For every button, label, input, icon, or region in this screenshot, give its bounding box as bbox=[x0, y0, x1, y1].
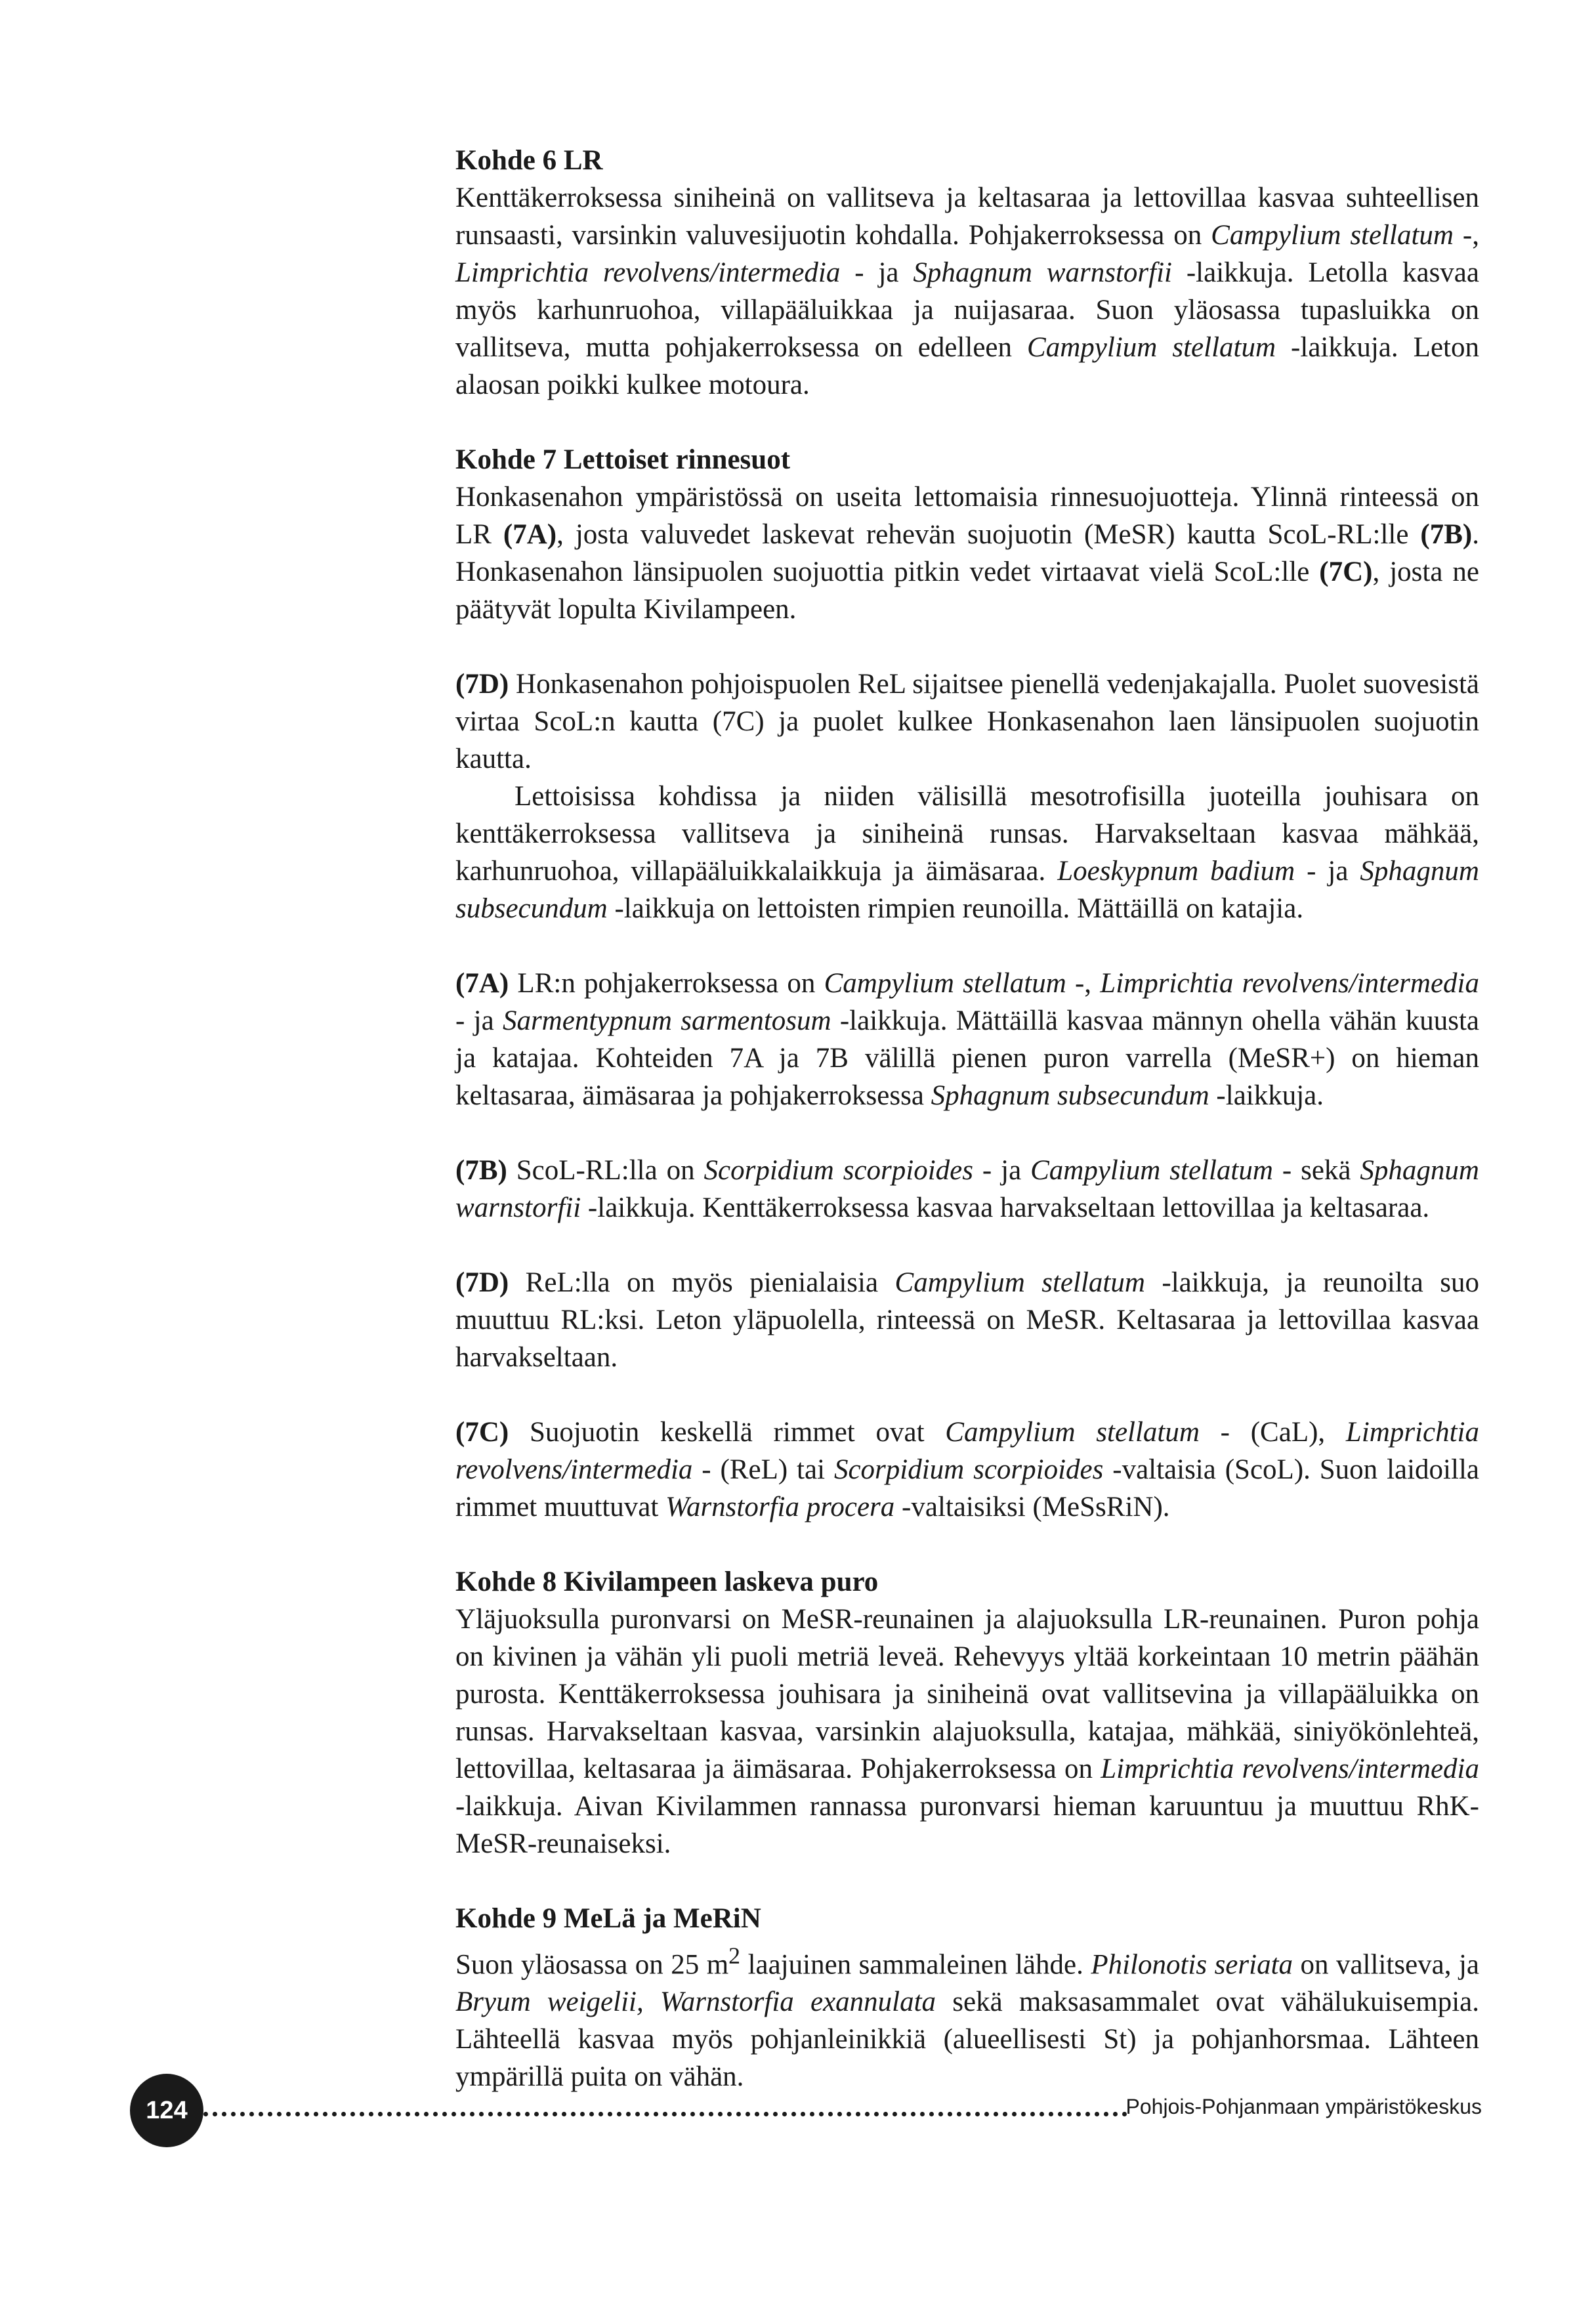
page-footer bbox=[130, 2074, 1482, 2152]
paragraph bbox=[455, 1414, 1479, 1526]
section-7d-intro bbox=[455, 665, 1479, 927]
paragraph bbox=[455, 1152, 1479, 1227]
text-run: -, bbox=[1453, 220, 1479, 251]
text-run: , josta ne päätyvät lopulta Kivilampeen. bbox=[455, 556, 1479, 625]
paragraph bbox=[455, 179, 1479, 404]
paragraph bbox=[455, 1937, 1479, 2095]
paragraph bbox=[455, 778, 1479, 927]
text-run: . Honkasenahon länsipuolen suojuottia pitkin vedet virtaavat vielä ScoL:lle bbox=[455, 519, 1479, 587]
text-run: Honkasenahon ympäristössä on useita lettomaisia rinnesuojuotteja. Ylinnä rinteessä on LR bbox=[455, 482, 1479, 550]
text-run: - (CaL), bbox=[1199, 1417, 1346, 1448]
species-name: Scorpidium scorpioides bbox=[704, 1155, 973, 1186]
species-name: Scorpidium scorpioides bbox=[833, 1454, 1104, 1485]
species-name: Campylium stellatum bbox=[824, 968, 1066, 999]
text-run: -laikkuja. bbox=[1209, 1080, 1324, 1111]
text-run: LR:n pohjakerroksessa on bbox=[509, 968, 824, 999]
text-run: -laikkuja. Letolla kasvaa myös karhunruohoa, villapääluikkaa ja nuijasaraa. Suon yläosassa tupasluikka on vallitseva, mutta pohjakerroksessa on edelleen bbox=[455, 257, 1479, 363]
species-name: Sphagnum warnstorfii bbox=[913, 257, 1172, 288]
species-name: Campylium stellatum bbox=[894, 1267, 1145, 1298]
text-run: -laikkuja. Aivan Kivilammen rannassa puronvarsi hieman karuuntuu ja muuttuu RhK-MeSR-reunaiseksi. bbox=[455, 1791, 1479, 1859]
text-run: , josta valuvedet laskevat rehevän suojuotin (MeSR) kautta ScoL-RL:lle bbox=[556, 519, 1421, 550]
section-kohde-8 bbox=[455, 1563, 1479, 1862]
text-run: sekä maksasammalet ovat vähälukuisempia. Lähteellä kasvaa myös pohjanleinikkiä (alueellisesti St) ja pohjanhorsmaa. Lähteen ympärillä puita on vähän. bbox=[455, 1986, 1479, 2093]
species-name: Limprichtia revolvens/intermedia bbox=[1100, 968, 1479, 999]
text-run: - sekä bbox=[1272, 1155, 1360, 1186]
text-run: on vallitseva, ja bbox=[1293, 1949, 1480, 1981]
species-name: Sphagnum subsecundum bbox=[455, 856, 1479, 924]
text-run: - ja bbox=[840, 257, 914, 288]
paragraph bbox=[455, 1264, 1479, 1376]
text-run: -laikkuja. Kenttäkerroksessa kasvaa harvakseltaan lettovillaa ja keltasaraa. bbox=[581, 1192, 1430, 1223]
dotted-leader bbox=[203, 2112, 1127, 2116]
text-run: Yläjuoksulla puronvarsi on MeSR-reunainen ja alajuoksulla LR-reunainen. Puron pohja on kivinen ja vähän yli puoli metriä leveä. Rehevyys yltää korkeintaan 10 metrin päähän purosta. Kenttäkerroksessa jouhisara ja siniheinä ovat vallitsevina ja villapääluikka on runsas. Harvakseltaan kasvaa, varsinkin alajuoksulla, katajaa, mähkää, siniyökönlehteä, lettovillaa, keltasaraa ja äimäsaraa. Pohjakerroksessa on bbox=[455, 1604, 1479, 1784]
text-run: Lettoisissa kohdissa ja niiden välisillä mesotrofisilla juoteilla jouhisara on kenttäkerroksessa vallitseva ja siniheinä runsas. Harvakseltaan kasvaa mähkää, karhunruohoa, villapääluikkalaikkuja ja äimäsaraa. bbox=[455, 781, 1479, 887]
text-run: - ja bbox=[1295, 856, 1360, 887]
text-run: ReL:lla on myös pienialaisia bbox=[509, 1267, 895, 1298]
text-run: Kenttäkerroksessa siniheinä on vallitseva ja keltasaraa ja lettovillaa kasvaa suhteellisen runsaasti, varsinkin valuvesijuotin kohdalla. Pohjakerroksessa on bbox=[455, 182, 1479, 251]
species-name: Sarmentypnum sarmentosum bbox=[502, 1005, 831, 1036]
species-name: Sphagnum subsecundum bbox=[931, 1080, 1209, 1111]
section-kohde-9 bbox=[455, 1900, 1479, 2095]
section-heading: Kohde 7 Lettoiset rinnesuot bbox=[455, 444, 791, 475]
section-7b bbox=[455, 1152, 1479, 1227]
species-name: Campylium stellatum bbox=[945, 1417, 1200, 1448]
species-name: Campylium stellatum bbox=[1027, 332, 1276, 363]
page-number-badge bbox=[130, 2074, 203, 2147]
species-name: Limprichtia revolvens/intermedia bbox=[455, 1417, 1479, 1485]
site-label: (7D) bbox=[455, 1267, 509, 1298]
paragraph bbox=[455, 1601, 1479, 1862]
text-run: -laikkuja, ja reunoilta suo muuttuu RL:ksi. Leton yläpuolella, rinteessä on MeSR. Keltasaraa ja lettovillaa kasvaa harvakseltaan. bbox=[455, 1267, 1479, 1373]
paragraph bbox=[455, 665, 1479, 778]
site-label: (7A) bbox=[503, 519, 557, 550]
text-run: -, bbox=[1066, 968, 1101, 999]
paragraph bbox=[455, 965, 1479, 1114]
text-run: laajuinen sammaleinen lähde. bbox=[740, 1949, 1091, 1981]
article-body bbox=[455, 142, 1479, 2133]
site-label: (7C) bbox=[1319, 556, 1373, 587]
section-kohde-7 bbox=[455, 441, 1479, 628]
text-run: Suon yläosassa on 25 m bbox=[455, 1949, 729, 1981]
text-run: ScoL-RL:lla on bbox=[507, 1155, 704, 1186]
text-run: - ja bbox=[973, 1155, 1031, 1186]
text-run: Honkasenahon pohjoispuolen ReL sijaitsee pienellä vedenjakajalla. Puolet suovesistä virtaa ScoL:n kautta (7C) ja puolet kulkee Honkasenahon laen länsipuolen suojuotin kautta. bbox=[455, 669, 1479, 774]
section-heading: Kohde 9 MeLä ja MeRiN bbox=[455, 1903, 761, 1934]
species-name: Loeskypnum badium bbox=[1057, 856, 1295, 887]
species-name: Limprichtia revolvens/intermedia bbox=[455, 257, 841, 288]
text-run: -laikkuja. Mättäillä kasvaa männyn ohella vähän kuusta ja katajaa. Kohteiden 7A ja 7B välillä pienen puron varrella (MeSR+) on hieman keltasaraa, äimäsaraa ja pohjakerroksessa bbox=[455, 1005, 1479, 1111]
site-label: (7D) bbox=[455, 669, 509, 700]
text-run: -laikkuja. Leton alaosan poikki kulkee motoura. bbox=[455, 332, 1479, 400]
site-label: (7A) bbox=[455, 968, 509, 999]
text-run: -valtaisia (ScoL). Suon laidoilla rimmet muuttuvat bbox=[455, 1454, 1479, 1522]
section-7a bbox=[455, 965, 1479, 1114]
species-name: Bryum weigelii, Warnstorfia exannulata bbox=[455, 1986, 936, 2018]
text-run: Suojuotin keskellä rimmet ovat bbox=[509, 1417, 946, 1448]
section-7c bbox=[455, 1414, 1479, 1526]
section-7d bbox=[455, 1264, 1479, 1376]
paragraph bbox=[455, 478, 1479, 628]
species-name: Campylium stellatum bbox=[1211, 220, 1454, 251]
species-name: Limprichtia revolvens/intermedia bbox=[1101, 1754, 1479, 1784]
text-run: - (ReL) tai bbox=[692, 1454, 834, 1485]
species-name: Campylium stellatum bbox=[1030, 1155, 1273, 1186]
text-run: -valtaisiksi (MeSsRiN). bbox=[894, 1492, 1170, 1522]
site-label: (7C) bbox=[455, 1417, 509, 1448]
page-number: 124 bbox=[146, 2096, 188, 2124]
species-name: Philonotis seriata bbox=[1091, 1949, 1293, 1981]
site-label: (7B) bbox=[1420, 519, 1473, 550]
section-heading: Kohde 8 Kivilampeen laskeva puro bbox=[455, 1566, 879, 1597]
section-kohde-6 bbox=[455, 142, 1479, 404]
superscript: 2 bbox=[728, 1942, 741, 1969]
section-heading: Kohde 6 LR bbox=[455, 145, 603, 176]
text-run: - ja bbox=[455, 1005, 503, 1036]
species-name: Warnstorfia procera bbox=[665, 1492, 895, 1522]
text-run: -laikkuja on lettoisten rimpien reunoilla. Mättäillä on katajia. bbox=[607, 893, 1304, 924]
site-label: (7B) bbox=[455, 1155, 507, 1186]
species-name: Sphagnum warnstorfii bbox=[455, 1155, 1479, 1223]
publisher-name: Pohjois-Pohjanmaan ympäristökeskus bbox=[1125, 2095, 1482, 2118]
